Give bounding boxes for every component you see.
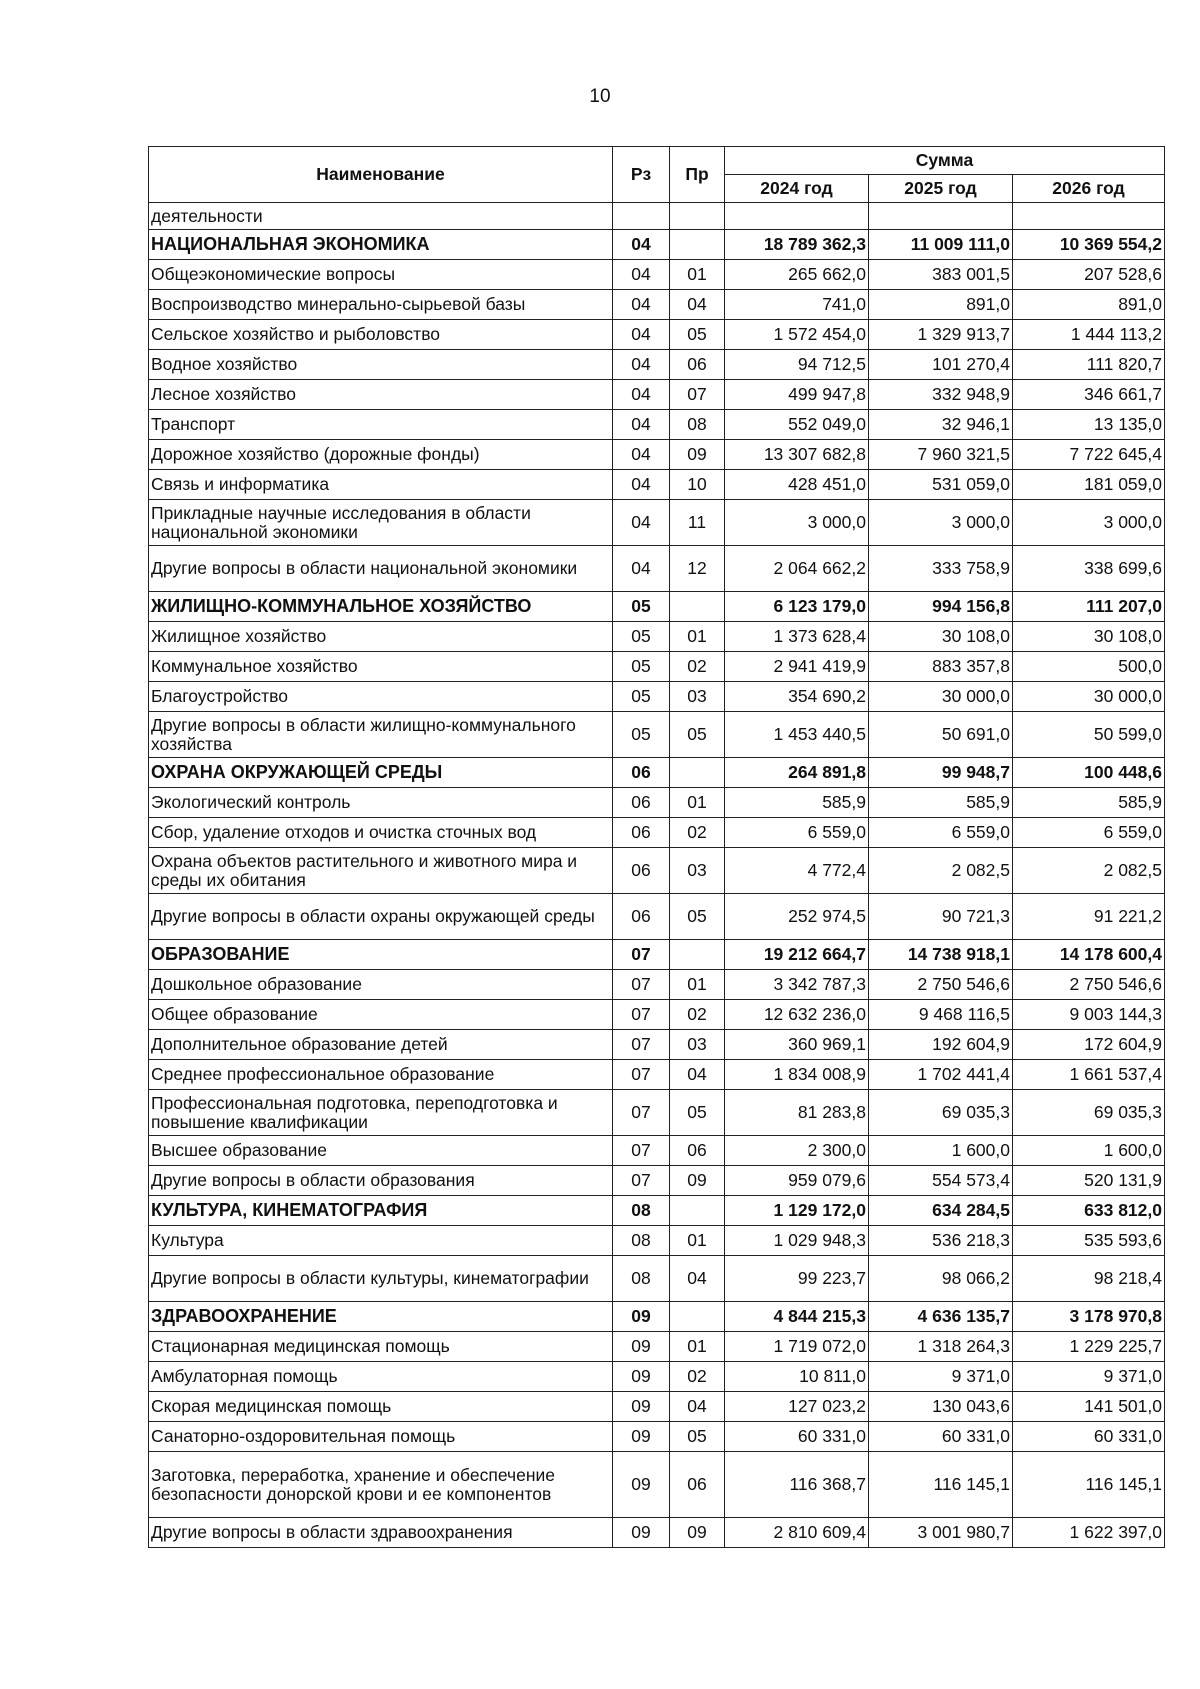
table-row [149, 712, 1165, 758]
header-year-2025: 2025 год [869, 175, 1013, 203]
row-value-2026: 98 218,4 [1013, 1256, 1165, 1302]
row-name: Коммунальное хозяйство [149, 652, 613, 682]
row-pr [670, 758, 725, 788]
row-name: Транспорт [149, 410, 613, 440]
row-value-2024: 2 064 662,2 [725, 546, 869, 592]
row-value-2025: 883 357,8 [869, 652, 1013, 682]
row-value-2026: 500,0 [1013, 652, 1165, 682]
row-rz: 04 [613, 470, 670, 500]
row-name: Другие вопросы в области национальной экономики [149, 546, 613, 592]
row-name: Общеэкономические вопросы [149, 260, 613, 290]
row-name: Общее образование [149, 1000, 613, 1030]
row-value-2024: 94 712,5 [725, 350, 869, 380]
section-row [149, 1302, 1165, 1332]
row-value-2026: 633 812,0 [1013, 1196, 1165, 1226]
row-value-2026: 181 059,0 [1013, 470, 1165, 500]
row-value-2024: 585,9 [725, 788, 869, 818]
row-name: Воспроизводство минерально-сырьевой базы [149, 290, 613, 320]
row-name: Сбор, удаление отходов и очистка сточных вод [149, 818, 613, 848]
table-row [149, 260, 1165, 290]
row-value-2026: 100 448,6 [1013, 758, 1165, 788]
row-rz: 09 [613, 1518, 670, 1548]
row-value-2026: 1 661 537,4 [1013, 1060, 1165, 1090]
row-pr: 03 [670, 848, 725, 894]
row-value-2024: 60 331,0 [725, 1422, 869, 1452]
row-name: Дорожное хозяйство (дорожные фонды) [149, 440, 613, 470]
row-value-2025: 383 001,5 [869, 260, 1013, 290]
row-pr: 04 [670, 1060, 725, 1090]
row-pr: 10 [670, 470, 725, 500]
row-rz: 06 [613, 788, 670, 818]
row-value-2024 [725, 203, 869, 230]
row-name: ЖИЛИЩНО-КОММУНАЛЬНОЕ ХОЗЯЙСТВО [149, 592, 613, 622]
table-row [149, 380, 1165, 410]
row-value-2026: 9 371,0 [1013, 1362, 1165, 1392]
table-row [149, 1256, 1165, 1302]
row-rz: 09 [613, 1392, 670, 1422]
row-value-2024: 265 662,0 [725, 260, 869, 290]
row-value-2025: 1 702 441,4 [869, 1060, 1013, 1090]
table-row [149, 290, 1165, 320]
row-value-2025: 30 108,0 [869, 622, 1013, 652]
table-row [149, 682, 1165, 712]
row-value-2024: 2 941 419,9 [725, 652, 869, 682]
row-rz: 09 [613, 1452, 670, 1518]
row-value-2026: 2 750 546,6 [1013, 970, 1165, 1000]
row-name: Связь и информатика [149, 470, 613, 500]
table-row [149, 1518, 1165, 1548]
row-pr: 01 [670, 260, 725, 290]
row-name: Другие вопросы в области жилищно-коммунального хозяйства [149, 712, 613, 758]
row-rz: 04 [613, 320, 670, 350]
row-value-2025: 4 636 135,7 [869, 1302, 1013, 1332]
row-value-2024: 1 719 072,0 [725, 1332, 869, 1362]
row-rz: 06 [613, 848, 670, 894]
row-rz: 05 [613, 712, 670, 758]
row-pr: 08 [670, 410, 725, 440]
row-rz: 07 [613, 1060, 670, 1090]
row-rz: 04 [613, 290, 670, 320]
row-name: Сельское хозяйство и рыболовство [149, 320, 613, 350]
row-value-2024: 18 789 362,3 [725, 230, 869, 260]
row-name: ОХРАНА ОКРУЖАЮЩЕЙ СРЕДЫ [149, 758, 613, 788]
row-name: Культура [149, 1226, 613, 1256]
row-value-2025: 3 001 980,7 [869, 1518, 1013, 1548]
table-row [149, 788, 1165, 818]
row-value-2025: 9 371,0 [869, 1362, 1013, 1392]
row-pr: 02 [670, 1362, 725, 1392]
row-rz: 07 [613, 1030, 670, 1060]
row-value-2026: 3 178 970,8 [1013, 1302, 1165, 1332]
row-value-2024: 116 368,7 [725, 1452, 869, 1518]
row-value-2026 [1013, 203, 1165, 230]
row-value-2024: 264 891,8 [725, 758, 869, 788]
row-rz: 05 [613, 622, 670, 652]
row-name: Экологический контроль [149, 788, 613, 818]
table-row [149, 1090, 1165, 1136]
row-value-2025: 994 156,8 [869, 592, 1013, 622]
row-value-2025: 2 082,5 [869, 848, 1013, 894]
table-row [149, 410, 1165, 440]
section-row [149, 1196, 1165, 1226]
row-pr: 03 [670, 1030, 725, 1060]
page-number: 10 [589, 86, 611, 107]
row-rz [613, 203, 670, 230]
row-value-2024: 1 572 454,0 [725, 320, 869, 350]
row-value-2024: 99 223,7 [725, 1256, 869, 1302]
row-pr: 01 [670, 788, 725, 818]
row-value-2025: 1 318 264,3 [869, 1332, 1013, 1362]
table-row [149, 1166, 1165, 1196]
row-value-2026: 69 035,3 [1013, 1090, 1165, 1136]
row-value-2025: 3 000,0 [869, 500, 1013, 546]
row-value-2026: 346 661,7 [1013, 380, 1165, 410]
row-rz: 07 [613, 1166, 670, 1196]
table-row [149, 818, 1165, 848]
row-value-2024: 354 690,2 [725, 682, 869, 712]
row-name: КУЛЬТУРА, КИНЕМАТОГРАФИЯ [149, 1196, 613, 1226]
row-name: Другие вопросы в области образования [149, 1166, 613, 1196]
row-name: Дополнительное образование детей [149, 1030, 613, 1060]
row-name: Благоустройство [149, 682, 613, 712]
row-rz: 07 [613, 1000, 670, 1030]
row-name: Лесное хозяйство [149, 380, 613, 410]
row-value-2025: 11 009 111,0 [869, 230, 1013, 260]
row-rz: 09 [613, 1422, 670, 1452]
row-rz: 04 [613, 260, 670, 290]
row-rz: 04 [613, 546, 670, 592]
section-row [149, 592, 1165, 622]
row-rz: 09 [613, 1332, 670, 1362]
row-pr: 01 [670, 622, 725, 652]
row-value-2025: 1 329 913,7 [869, 320, 1013, 350]
row-value-2024: 499 947,8 [725, 380, 869, 410]
row-value-2025: 585,9 [869, 788, 1013, 818]
row-value-2025: 554 573,4 [869, 1166, 1013, 1196]
row-name: ОБРАЗОВАНИЕ [149, 940, 613, 970]
row-value-2025: 891,0 [869, 290, 1013, 320]
header-year-2026: 2026 год [1013, 175, 1165, 203]
row-value-2024: 3 000,0 [725, 500, 869, 546]
table-row [149, 203, 1165, 230]
header-pr: Пр [670, 147, 725, 203]
row-value-2026: 172 604,9 [1013, 1030, 1165, 1060]
row-pr: 06 [670, 1452, 725, 1518]
row-value-2026: 13 135,0 [1013, 410, 1165, 440]
row-value-2025: 101 270,4 [869, 350, 1013, 380]
row-rz: 05 [613, 682, 670, 712]
row-value-2024: 1 453 440,5 [725, 712, 869, 758]
row-value-2024: 1 373 628,4 [725, 622, 869, 652]
table-row [149, 350, 1165, 380]
row-value-2026: 6 559,0 [1013, 818, 1165, 848]
row-value-2026: 1 600,0 [1013, 1136, 1165, 1166]
table-row [149, 652, 1165, 682]
row-value-2024: 6 123 179,0 [725, 592, 869, 622]
row-name: Другие вопросы в области охраны окружающей среды [149, 894, 613, 940]
row-value-2024: 552 049,0 [725, 410, 869, 440]
row-value-2026: 111 820,7 [1013, 350, 1165, 380]
row-value-2026: 585,9 [1013, 788, 1165, 818]
row-pr: 07 [670, 380, 725, 410]
row-pr: 05 [670, 320, 725, 350]
row-rz: 08 [613, 1196, 670, 1226]
header-name: Наименование [149, 147, 613, 203]
row-pr: 09 [670, 1166, 725, 1196]
header-sum: Сумма [725, 147, 1165, 175]
row-pr: 06 [670, 1136, 725, 1166]
row-rz: 09 [613, 1302, 670, 1332]
row-pr: 11 [670, 500, 725, 546]
row-value-2026: 50 599,0 [1013, 712, 1165, 758]
row-rz: 04 [613, 410, 670, 440]
row-rz: 09 [613, 1362, 670, 1392]
row-value-2025: 69 035,3 [869, 1090, 1013, 1136]
row-value-2026: 30 108,0 [1013, 622, 1165, 652]
row-value-2026: 1 622 397,0 [1013, 1518, 1165, 1548]
row-value-2025 [869, 203, 1013, 230]
row-value-2025: 98 066,2 [869, 1256, 1013, 1302]
table-row [149, 1362, 1165, 1392]
row-value-2025: 9 468 116,5 [869, 1000, 1013, 1030]
row-pr: 06 [670, 350, 725, 380]
row-rz: 05 [613, 592, 670, 622]
table-row [149, 1060, 1165, 1090]
row-value-2025: 50 691,0 [869, 712, 1013, 758]
row-value-2024: 1 834 008,9 [725, 1060, 869, 1090]
row-rz: 08 [613, 1256, 670, 1302]
row-pr: 01 [670, 970, 725, 1000]
table-row [149, 848, 1165, 894]
table-row [149, 1030, 1165, 1060]
row-value-2025: 6 559,0 [869, 818, 1013, 848]
row-pr [670, 1302, 725, 1332]
row-name: Заготовка, переработка, хранение и обеспечение безопасности донорской крови и ее компонентов [149, 1452, 613, 1518]
row-value-2025: 531 059,0 [869, 470, 1013, 500]
row-value-2025: 332 948,9 [869, 380, 1013, 410]
row-pr: 04 [670, 1392, 725, 1422]
row-rz: 04 [613, 230, 670, 260]
row-rz: 04 [613, 350, 670, 380]
row-value-2026: 111 207,0 [1013, 592, 1165, 622]
row-pr: 09 [670, 1518, 725, 1548]
table-row [149, 1332, 1165, 1362]
row-rz: 06 [613, 894, 670, 940]
row-value-2026: 520 131,9 [1013, 1166, 1165, 1196]
row-pr: 01 [670, 1332, 725, 1362]
row-pr: 05 [670, 894, 725, 940]
row-name: ЗДРАВООХРАНЕНИЕ [149, 1302, 613, 1332]
row-name: Высшее образование [149, 1136, 613, 1166]
row-pr [670, 203, 725, 230]
row-pr: 04 [670, 1256, 725, 1302]
row-pr: 09 [670, 440, 725, 470]
row-pr: 05 [670, 1090, 725, 1136]
row-name: Другие вопросы в области здравоохранения [149, 1518, 613, 1548]
section-row [149, 940, 1165, 970]
row-name: Другие вопросы в области культуры, кинематографии [149, 1256, 613, 1302]
row-pr [670, 1196, 725, 1226]
row-value-2026: 891,0 [1013, 290, 1165, 320]
row-rz: 07 [613, 970, 670, 1000]
row-value-2026: 535 593,6 [1013, 1226, 1165, 1256]
row-value-2025: 32 946,1 [869, 410, 1013, 440]
row-value-2024: 2 300,0 [725, 1136, 869, 1166]
row-value-2026: 207 528,6 [1013, 260, 1165, 290]
row-name: Дошкольное образование [149, 970, 613, 1000]
row-value-2026: 7 722 645,4 [1013, 440, 1165, 470]
row-value-2025: 7 960 321,5 [869, 440, 1013, 470]
row-value-2024: 360 969,1 [725, 1030, 869, 1060]
row-value-2025: 60 331,0 [869, 1422, 1013, 1452]
row-rz: 06 [613, 818, 670, 848]
row-value-2024: 4 772,4 [725, 848, 869, 894]
table-row [149, 894, 1165, 940]
row-rz: 06 [613, 758, 670, 788]
table-row [149, 500, 1165, 546]
row-name: Скорая медицинская помощь [149, 1392, 613, 1422]
row-value-2025: 30 000,0 [869, 682, 1013, 712]
row-rz: 07 [613, 1090, 670, 1136]
table-header [149, 147, 1165, 203]
row-name: Санаторно-оздоровительная помощь [149, 1422, 613, 1452]
row-pr: 02 [670, 818, 725, 848]
table-row [149, 320, 1165, 350]
table-row [149, 970, 1165, 1000]
row-value-2024: 2 810 609,4 [725, 1518, 869, 1548]
row-value-2024: 3 342 787,3 [725, 970, 869, 1000]
row-value-2026: 10 369 554,2 [1013, 230, 1165, 260]
row-value-2024: 1 029 948,3 [725, 1226, 869, 1256]
row-value-2025: 90 721,3 [869, 894, 1013, 940]
row-value-2026: 1 444 113,2 [1013, 320, 1165, 350]
row-value-2026: 91 221,2 [1013, 894, 1165, 940]
row-pr [670, 592, 725, 622]
row-value-2024: 13 307 682,8 [725, 440, 869, 470]
row-rz: 07 [613, 940, 670, 970]
header-rz: Рз [613, 147, 670, 203]
row-name: Охрана объектов растительного и животного мира и среды их обитания [149, 848, 613, 894]
row-value-2026: 14 178 600,4 [1013, 940, 1165, 970]
table-row [149, 1226, 1165, 1256]
row-pr: 04 [670, 290, 725, 320]
table-row [149, 440, 1165, 470]
row-pr: 03 [670, 682, 725, 712]
row-rz: 08 [613, 1226, 670, 1256]
row-value-2026: 1 229 225,7 [1013, 1332, 1165, 1362]
row-name: Водное хозяйство [149, 350, 613, 380]
row-value-2024: 12 632 236,0 [725, 1000, 869, 1030]
table-row [149, 546, 1165, 592]
row-value-2025: 634 284,5 [869, 1196, 1013, 1226]
row-value-2025: 333 758,9 [869, 546, 1013, 592]
row-value-2026: 141 501,0 [1013, 1392, 1165, 1422]
row-value-2024: 252 974,5 [725, 894, 869, 940]
row-value-2026: 30 000,0 [1013, 682, 1165, 712]
row-value-2026: 116 145,1 [1013, 1452, 1165, 1518]
row-value-2026: 3 000,0 [1013, 500, 1165, 546]
row-value-2026: 9 003 144,3 [1013, 1000, 1165, 1030]
row-value-2025: 536 218,3 [869, 1226, 1013, 1256]
row-rz: 05 [613, 652, 670, 682]
row-pr: 01 [670, 1226, 725, 1256]
row-name: Стационарная медицинская помощь [149, 1332, 613, 1362]
table-row [149, 1422, 1165, 1452]
row-value-2024: 741,0 [725, 290, 869, 320]
row-value-2026: 338 699,6 [1013, 546, 1165, 592]
table-row [149, 1000, 1165, 1030]
row-value-2024: 1 129 172,0 [725, 1196, 869, 1226]
row-name: Амбулаторная помощь [149, 1362, 613, 1392]
row-value-2024: 19 212 664,7 [725, 940, 869, 970]
section-row [149, 230, 1165, 260]
row-value-2025: 116 145,1 [869, 1452, 1013, 1518]
row-pr [670, 940, 725, 970]
row-value-2025: 130 043,6 [869, 1392, 1013, 1422]
row-rz: 07 [613, 1136, 670, 1166]
section-row [149, 758, 1165, 788]
row-pr: 05 [670, 1422, 725, 1452]
table-row [149, 622, 1165, 652]
row-pr: 02 [670, 652, 725, 682]
row-name: Прикладные научные исследования в области национальной экономики [149, 500, 613, 546]
row-pr [670, 230, 725, 260]
row-pr: 12 [670, 546, 725, 592]
row-value-2026: 60 331,0 [1013, 1422, 1165, 1452]
header-year-2024: 2024 год [725, 175, 869, 203]
row-rz: 04 [613, 500, 670, 546]
row-name: Среднее профессиональное образование [149, 1060, 613, 1090]
row-name: НАЦИОНАЛЬНАЯ ЭКОНОМИКА [149, 230, 613, 260]
row-value-2024: 10 811,0 [725, 1362, 869, 1392]
row-value-2026: 2 082,5 [1013, 848, 1165, 894]
row-value-2024: 4 844 215,3 [725, 1302, 869, 1332]
row-value-2024: 6 559,0 [725, 818, 869, 848]
row-value-2025: 192 604,9 [869, 1030, 1013, 1060]
row-value-2024: 959 079,6 [725, 1166, 869, 1196]
row-value-2024: 81 283,8 [725, 1090, 869, 1136]
row-pr: 02 [670, 1000, 725, 1030]
row-value-2025: 2 750 546,6 [869, 970, 1013, 1000]
row-pr: 05 [670, 712, 725, 758]
row-rz: 04 [613, 380, 670, 410]
row-value-2024: 428 451,0 [725, 470, 869, 500]
table-row [149, 1392, 1165, 1422]
row-name: Жилищное хозяйство [149, 622, 613, 652]
row-value-2025: 14 738 918,1 [869, 940, 1013, 970]
table-row [149, 470, 1165, 500]
table-body [149, 203, 1165, 1548]
row-value-2025: 99 948,7 [869, 758, 1013, 788]
table-row [149, 1136, 1165, 1166]
row-value-2024: 127 023,2 [725, 1392, 869, 1422]
table-row [149, 1452, 1165, 1518]
row-rz: 04 [613, 440, 670, 470]
row-value-2025: 1 600,0 [869, 1136, 1013, 1166]
row-name: деятельности [149, 203, 613, 230]
budget-table [148, 146, 1165, 1548]
row-name: Профессиональная подготовка, переподготовка и повышение квалификации [149, 1090, 613, 1136]
